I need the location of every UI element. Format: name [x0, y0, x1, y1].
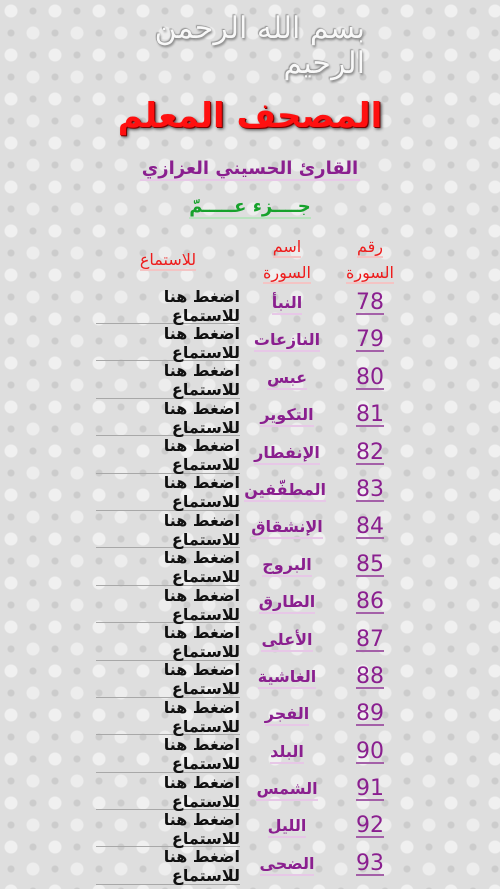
surah-name[interactable]	[248, 517, 326, 536]
surah-name-label: البلد	[270, 742, 304, 764]
surah-number[interactable]: 90	[356, 738, 384, 764]
listen-button[interactable]: اضغط هنا للاستماع	[96, 699, 240, 735]
surah-name[interactable]	[248, 330, 326, 349]
surah-row	[0, 811, 500, 848]
header-listen-label: للاستماع	[139, 250, 197, 269]
surah-list	[0, 288, 500, 886]
surah-name-label: التكوير	[260, 405, 313, 427]
surah-row	[0, 512, 500, 549]
surah-name-label: النازعات	[254, 330, 320, 352]
surah-name-label: الغاشية	[258, 667, 317, 689]
surah-name-label: الطارق	[259, 592, 316, 614]
surah-name-label: الليل	[268, 816, 307, 838]
juz-label: جــــزء عـــــمّ	[189, 196, 311, 217]
listen-button[interactable]: اضغط هنا للاستماع	[96, 400, 240, 436]
listen-button[interactable]: اضغط هنا للاستماع	[96, 811, 240, 847]
juz-title	[0, 196, 500, 217]
listen-button[interactable]: اضغط هنا للاستماع	[96, 550, 240, 586]
listen-button[interactable]: اضغط هنا للاستماع	[96, 587, 240, 623]
surah-name-label: المطفّفين	[244, 480, 326, 502]
surah-name[interactable]	[248, 555, 326, 574]
listen-button[interactable]: اضغط هنا للاستماع	[96, 625, 240, 661]
basmala-calligraphy: بسم الله الرحمن الرحيم	[154, 11, 365, 81]
surah-name[interactable]	[248, 779, 326, 798]
surah-name[interactable]	[248, 293, 326, 312]
header-name	[252, 234, 322, 286]
surah-row	[0, 325, 500, 362]
surah-name-label: الضحى	[260, 854, 315, 876]
listen-button[interactable]: اضغط هنا للاستماع	[96, 512, 240, 548]
surah-name-label: الإنشقاق	[251, 517, 323, 539]
listen-button[interactable]: اضغط هنا للاستماع	[96, 325, 240, 361]
surah-number[interactable]: 84	[356, 514, 384, 540]
surah-number[interactable]: 93	[356, 850, 384, 876]
header-number	[340, 234, 400, 286]
surah-name-label: النبأ	[272, 293, 303, 315]
surah-row	[0, 774, 500, 811]
surah-number[interactable]: 92	[356, 813, 384, 839]
surah-name[interactable]	[248, 854, 326, 873]
surah-name-label: الإنفطار	[254, 443, 320, 465]
surah-row	[0, 550, 500, 587]
surah-name[interactable]	[248, 405, 326, 424]
header-name-label: اسم السورة	[263, 237, 311, 282]
surah-number[interactable]: 86	[356, 589, 384, 615]
surah-number[interactable]: 88	[356, 663, 384, 689]
surah-name[interactable]	[244, 479, 326, 499]
listen-button[interactable]: اضغط هنا للاستماع	[96, 737, 240, 773]
surah-row	[0, 400, 500, 437]
surah-row	[0, 363, 500, 400]
surah-name-label: البروج	[262, 555, 311, 577]
surah-name[interactable]	[248, 630, 326, 649]
surah-name-label: عبس	[267, 368, 307, 390]
surah-row	[0, 699, 500, 736]
surah-number[interactable]: 85	[356, 551, 384, 577]
surah-name[interactable]	[248, 592, 326, 611]
surah-row	[0, 737, 500, 774]
app-title: المصحف المعلم	[117, 96, 383, 136]
surah-name-label: الأعلى	[261, 630, 312, 652]
surah-number[interactable]: 82	[356, 439, 384, 465]
surah-name-label: الفجر	[265, 704, 310, 726]
surah-number[interactable]: 87	[356, 626, 384, 652]
listen-button[interactable]: اضغط هنا للاستماع	[96, 288, 240, 324]
surah-number[interactable]: 91	[356, 776, 384, 802]
listen-button[interactable]: اضغط هنا للاستماع	[96, 662, 240, 698]
surah-row	[0, 625, 500, 662]
surah-number[interactable]: 79	[356, 327, 384, 353]
surah-number[interactable]: 78	[356, 290, 384, 315]
listen-button[interactable]: اضغط هنا للاستماع	[96, 438, 240, 474]
surah-row	[0, 587, 500, 624]
surah-row	[0, 849, 500, 886]
surah-name[interactable]	[248, 742, 326, 761]
surah-number[interactable]: 81	[356, 402, 384, 428]
listen-button[interactable]: اضغط هنا للاستماع	[96, 774, 240, 810]
surah-row	[0, 475, 500, 512]
header-listen	[96, 247, 240, 273]
surah-row	[0, 288, 500, 325]
surah-row	[0, 662, 500, 699]
surah-name[interactable]	[248, 667, 326, 686]
surah-number[interactable]: 83	[356, 476, 384, 502]
surah-number[interactable]: 80	[356, 364, 384, 390]
reciter-name	[0, 158, 500, 179]
surah-row	[0, 438, 500, 475]
surah-name[interactable]	[248, 704, 326, 723]
listen-button[interactable]: اضغط هنا للاستماع	[96, 849, 240, 885]
surah-name[interactable]	[248, 443, 326, 462]
surah-number[interactable]: 89	[356, 701, 384, 727]
reciter-label: القارئ الحسيني العزازي	[141, 158, 359, 179]
surah-name[interactable]	[248, 816, 326, 835]
header-number-label: رقم السورة	[346, 237, 394, 282]
surah-name-label: الشمس	[256, 779, 317, 801]
surah-name[interactable]	[248, 368, 326, 387]
listen-button[interactable]: اضغط هنا للاستماع	[96, 363, 240, 399]
listen-button[interactable]: اضغط هنا للاستماع	[96, 475, 240, 511]
